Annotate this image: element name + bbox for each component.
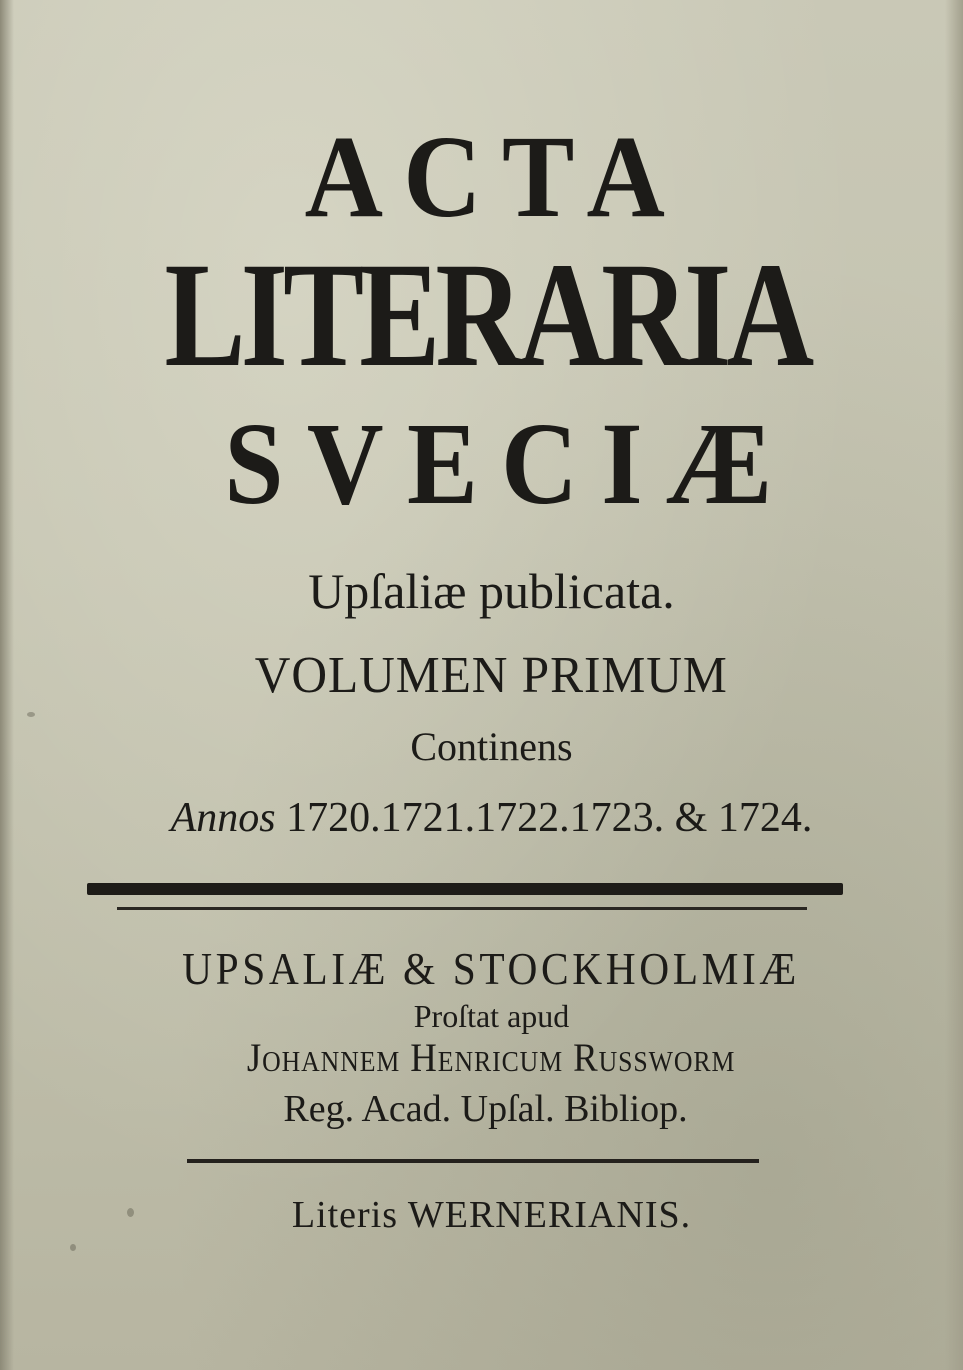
years-prefix: Annos [170, 795, 276, 841]
imprint-cities: UPSALIÆ & STOCKHOLMIÆ [182, 943, 800, 994]
volume-label: VOLUMEN PRIMUM [254, 647, 728, 704]
subtitle: Upſaliæ publicata. [308, 563, 675, 619]
printer-line: Literis WERNERIANIS. [291, 1194, 692, 1236]
title-line-acta: ACTA [304, 111, 686, 242]
title-line-literaria: LITERARIA [164, 232, 810, 398]
ink-speck [70, 1244, 76, 1251]
publisher-title: Reg. Acad. Upſal. Bibliop. [283, 1088, 688, 1130]
prostat-label: Proſtat apud [413, 998, 570, 1034]
title-line-sveciae: SVECIÆ [224, 398, 796, 529]
lower-rule [187, 1159, 759, 1163]
page-edge-shadow-left [0, 0, 14, 1370]
years-list: 1720.1721.1722.1723. & 1724. [286, 795, 813, 841]
continens-label: Continens [410, 724, 573, 769]
publisher-name: Johannem Henricum Russworm [246, 1035, 736, 1080]
years-line [0, 797, 963, 839]
thin-rule [117, 907, 807, 910]
thick-rule [87, 883, 843, 895]
ink-speck [27, 712, 35, 717]
